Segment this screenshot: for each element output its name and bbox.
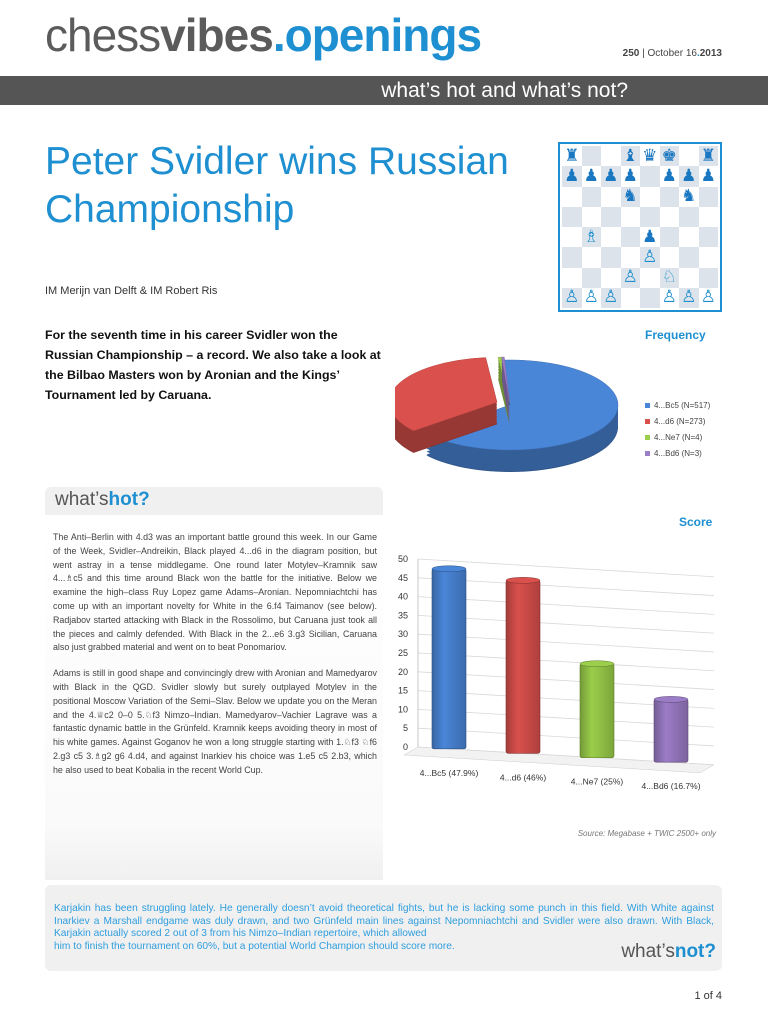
y-tick-label: 0 bbox=[402, 742, 408, 752]
board-square bbox=[621, 207, 641, 227]
issue-date: | October 16 bbox=[639, 48, 697, 59]
legend-swatch bbox=[645, 403, 650, 408]
hot-paragraph-1: The Anti–Berlin with 4.d3 was an important battle ground this week. In our Game of the Week, Svidler–Andreikin, Black played 4...d6 in the diagram position, but went astray in a tense middlegame. One round later Motylev–Kramnik saw 4...♗c5 and this time around Black won the battle for the initiative. Below we examine the high–class Ruy Lopez game Adams–Aronian. Nepomniachtchi has come up with an important novelty for White in the 6.f4 Taimanov (see below). Radjabov started attacking with Black in the Rossolimo, but Caruana just took all the pieces and calmly defended. With Black in the 2...e6 3.g3 Sicilian, Caruana also just grabbed material and went on to beat Ponomariov. bbox=[53, 532, 377, 653]
black-pawn-icon: ♟ bbox=[582, 166, 602, 186]
x-tick-label: 4...Bd6 (16.7%) bbox=[641, 781, 701, 792]
board-square bbox=[562, 187, 582, 207]
issue-year: 2013 bbox=[699, 48, 722, 59]
whats-hot-bold: hot bbox=[108, 489, 139, 510]
board-square bbox=[582, 146, 602, 166]
pie-legend-item bbox=[645, 397, 710, 413]
bar-top bbox=[506, 577, 540, 583]
y-tick-label: 40 bbox=[397, 591, 408, 602]
board-square bbox=[679, 207, 699, 227]
board-square bbox=[621, 227, 641, 247]
not-paragraph-1: Karjakin has been struggling lately. He generally doesn’t avoid theoretical fights, but he is lacking some punch in this field. With White against Inarkiev a Marshall endgame was duly drawn, and two Grünfeld main lines against Nepomniachtchi and Svidler were also drawn. With Black, Karjakin actually scored 2 out of 3 from his Nimzo–Indian repertoire, which allowed bbox=[54, 903, 714, 940]
pie-legend-item bbox=[645, 413, 710, 429]
board-square bbox=[660, 187, 680, 207]
white-pawn-icon: ♙ bbox=[621, 268, 641, 288]
board-square bbox=[562, 227, 582, 247]
black-king-icon: ♚ bbox=[660, 146, 680, 166]
brand-openings: .openings bbox=[272, 9, 482, 61]
legend-label: 4...Bd6 (N=3) bbox=[654, 448, 702, 458]
black-pawn-icon: ♟ bbox=[640, 227, 660, 247]
board-square bbox=[640, 207, 660, 227]
board-square bbox=[601, 187, 621, 207]
black-knight-icon: ♞ bbox=[679, 187, 699, 207]
board-square bbox=[640, 166, 660, 186]
page-number: 1 of 4 bbox=[694, 990, 722, 1002]
tagline-banner bbox=[0, 76, 768, 105]
bar-top bbox=[432, 566, 466, 572]
board-square bbox=[601, 268, 621, 288]
board-square bbox=[601, 227, 621, 247]
board-square bbox=[562, 207, 582, 227]
authors: IM Merijn van Delft & IM Robert Ris bbox=[45, 285, 218, 297]
chart-source: Source: Megabase + TWIC 2500+ only bbox=[577, 829, 716, 838]
legend-label: 4...d6 (N=273) bbox=[654, 416, 706, 426]
whats-hot-prefix: what’s bbox=[55, 489, 109, 510]
board-square bbox=[699, 247, 719, 267]
bar-chart bbox=[390, 545, 720, 805]
y-tick-label: 35 bbox=[397, 610, 408, 621]
whats-hot-title bbox=[55, 489, 150, 511]
bar bbox=[580, 664, 614, 758]
board-square bbox=[582, 268, 602, 288]
legend-label: 4...Ne7 (N=4) bbox=[654, 432, 703, 442]
bar-top bbox=[580, 661, 614, 667]
white-pawn-icon: ♙ bbox=[660, 288, 680, 308]
black-pawn-icon: ♟ bbox=[601, 166, 621, 186]
bar-top bbox=[654, 696, 688, 702]
x-tick-label: 4...Bc5 (47.9%) bbox=[419, 767, 479, 778]
y-tick-label: 5 bbox=[402, 723, 408, 734]
board-square bbox=[582, 247, 602, 267]
y-tick-label: 50 bbox=[397, 554, 408, 564]
y-tick-label: 30 bbox=[397, 629, 408, 640]
y-tick-label: 15 bbox=[397, 685, 408, 696]
black-pawn-icon: ♟ bbox=[679, 166, 699, 186]
y-tick-label: 20 bbox=[397, 666, 408, 677]
board-square bbox=[562, 268, 582, 288]
board-square bbox=[699, 227, 719, 247]
whats-not-title bbox=[621, 941, 716, 963]
board-square bbox=[601, 146, 621, 166]
board-square bbox=[679, 247, 699, 267]
tagline: what’s hot and what’s not? bbox=[381, 79, 628, 102]
pie-legend bbox=[645, 397, 710, 461]
white-bishop-icon: ♗ bbox=[582, 227, 602, 247]
issue-info: 250 | October 16.2013 bbox=[622, 48, 722, 59]
board-square bbox=[660, 247, 680, 267]
issue-number: 250 bbox=[622, 48, 640, 59]
whats-hot-panel bbox=[45, 487, 383, 880]
pie-chart bbox=[395, 350, 625, 485]
whats-not-q: ? bbox=[704, 941, 716, 962]
black-knight-icon: ♞ bbox=[621, 187, 641, 207]
white-pawn-icon: ♙ bbox=[699, 288, 719, 308]
legend-swatch bbox=[645, 419, 650, 424]
bar bbox=[654, 699, 688, 762]
x-tick-label: 4...Ne7 (25%) bbox=[570, 776, 624, 787]
legend-swatch bbox=[645, 451, 650, 456]
white-knight-icon: ♘ bbox=[660, 268, 680, 288]
board-square bbox=[640, 187, 660, 207]
board-square bbox=[679, 227, 699, 247]
whats-not-bold: not bbox=[674, 941, 705, 962]
brand-logo bbox=[45, 9, 482, 61]
board-square bbox=[582, 207, 602, 227]
board-square bbox=[582, 187, 602, 207]
board-square bbox=[640, 268, 660, 288]
white-pawn-icon: ♙ bbox=[601, 288, 621, 308]
board-square bbox=[660, 227, 680, 247]
board-square bbox=[660, 207, 680, 227]
board-square bbox=[601, 247, 621, 267]
board-square bbox=[640, 288, 660, 308]
black-pawn-icon: ♟ bbox=[621, 166, 641, 186]
board-square bbox=[679, 146, 699, 166]
whats-hot-body bbox=[45, 515, 383, 880]
whats-hot-q: ? bbox=[138, 489, 150, 510]
x-tick-label: 4...d6 (46%) bbox=[499, 772, 547, 783]
page-title: Peter Svidler wins Russian Championship bbox=[45, 140, 509, 231]
bar-chart-title: Score bbox=[679, 515, 713, 529]
black-pawn-icon: ♟ bbox=[562, 166, 582, 186]
chess-board-grid bbox=[562, 146, 718, 308]
black-queen-icon: ♛ bbox=[640, 146, 660, 166]
white-pawn-icon: ♙ bbox=[679, 288, 699, 308]
not-paragraph-2: him to finish the tournament on 60%, but a potential World Champion should score more. bbox=[54, 940, 455, 952]
pie-chart-title: Frequency bbox=[645, 328, 706, 342]
y-tick-label: 45 bbox=[397, 572, 408, 583]
black-rook-icon: ♜ bbox=[699, 146, 719, 166]
whats-not-prefix: what’s bbox=[621, 941, 675, 962]
board-square bbox=[601, 207, 621, 227]
board-square bbox=[562, 247, 582, 267]
board-square bbox=[621, 288, 641, 308]
black-pawn-icon: ♟ bbox=[699, 166, 719, 186]
pie-legend-item bbox=[645, 445, 710, 461]
legend-label: 4...Bc5 (N=517) bbox=[654, 400, 711, 410]
y-tick-label: 10 bbox=[397, 704, 408, 715]
white-pawn-icon: ♙ bbox=[640, 247, 660, 267]
hot-paragraph-2: Adams is still in good shape and convincingly drew with Aronian and Mamedyarov with Black in the QGD. Svidler slowly but surely outplayed Motylev in the positional Moscow Variation of the Semi–Slav. Below we update you on the Meran and the 4.♕c2 0–0 5.♘f3 Nimzo–Indian. Mamedyarov–Vachier Lagrave was a fantastic dynamic battle in the Grünfeld. Kramnik keeps avoiding theory in most of his white games. Against Goganov he won a long struggle starting with 1.♘f3 ♘f6 2.g3 c5 3.♗g2 g6 4.d4, and against Inarkiev his choice was 1.e5 c5 2.b3, which he also used to beat Kobalia in the recent World Cup. bbox=[53, 668, 377, 775]
board-square bbox=[621, 247, 641, 267]
white-pawn-icon: ♙ bbox=[562, 288, 582, 308]
board-square bbox=[699, 187, 719, 207]
chess-diagram bbox=[558, 142, 722, 312]
bar bbox=[506, 580, 540, 753]
black-bishop-icon: ♝ bbox=[621, 146, 641, 166]
white-pawn-icon: ♙ bbox=[582, 288, 602, 308]
board-square bbox=[699, 207, 719, 227]
black-rook-icon: ♜ bbox=[562, 146, 582, 166]
brand-vibes: vibes bbox=[160, 9, 273, 61]
black-pawn-icon: ♟ bbox=[660, 166, 680, 186]
bar bbox=[432, 569, 466, 749]
y-tick-label: 25 bbox=[397, 648, 408, 658]
brand-chess: chess bbox=[45, 9, 161, 61]
lead-paragraph: For the seventh time in his career Svidler won the Russian Championship – a record. We also take a look at the Bilbao Masters won by Aronian and the Kings’ Tournament led by Caruana. bbox=[45, 328, 381, 402]
legend-swatch bbox=[645, 435, 650, 440]
board-square bbox=[699, 268, 719, 288]
whats-not-panel bbox=[45, 885, 722, 971]
board-square bbox=[679, 268, 699, 288]
pie-legend-item bbox=[645, 429, 710, 445]
